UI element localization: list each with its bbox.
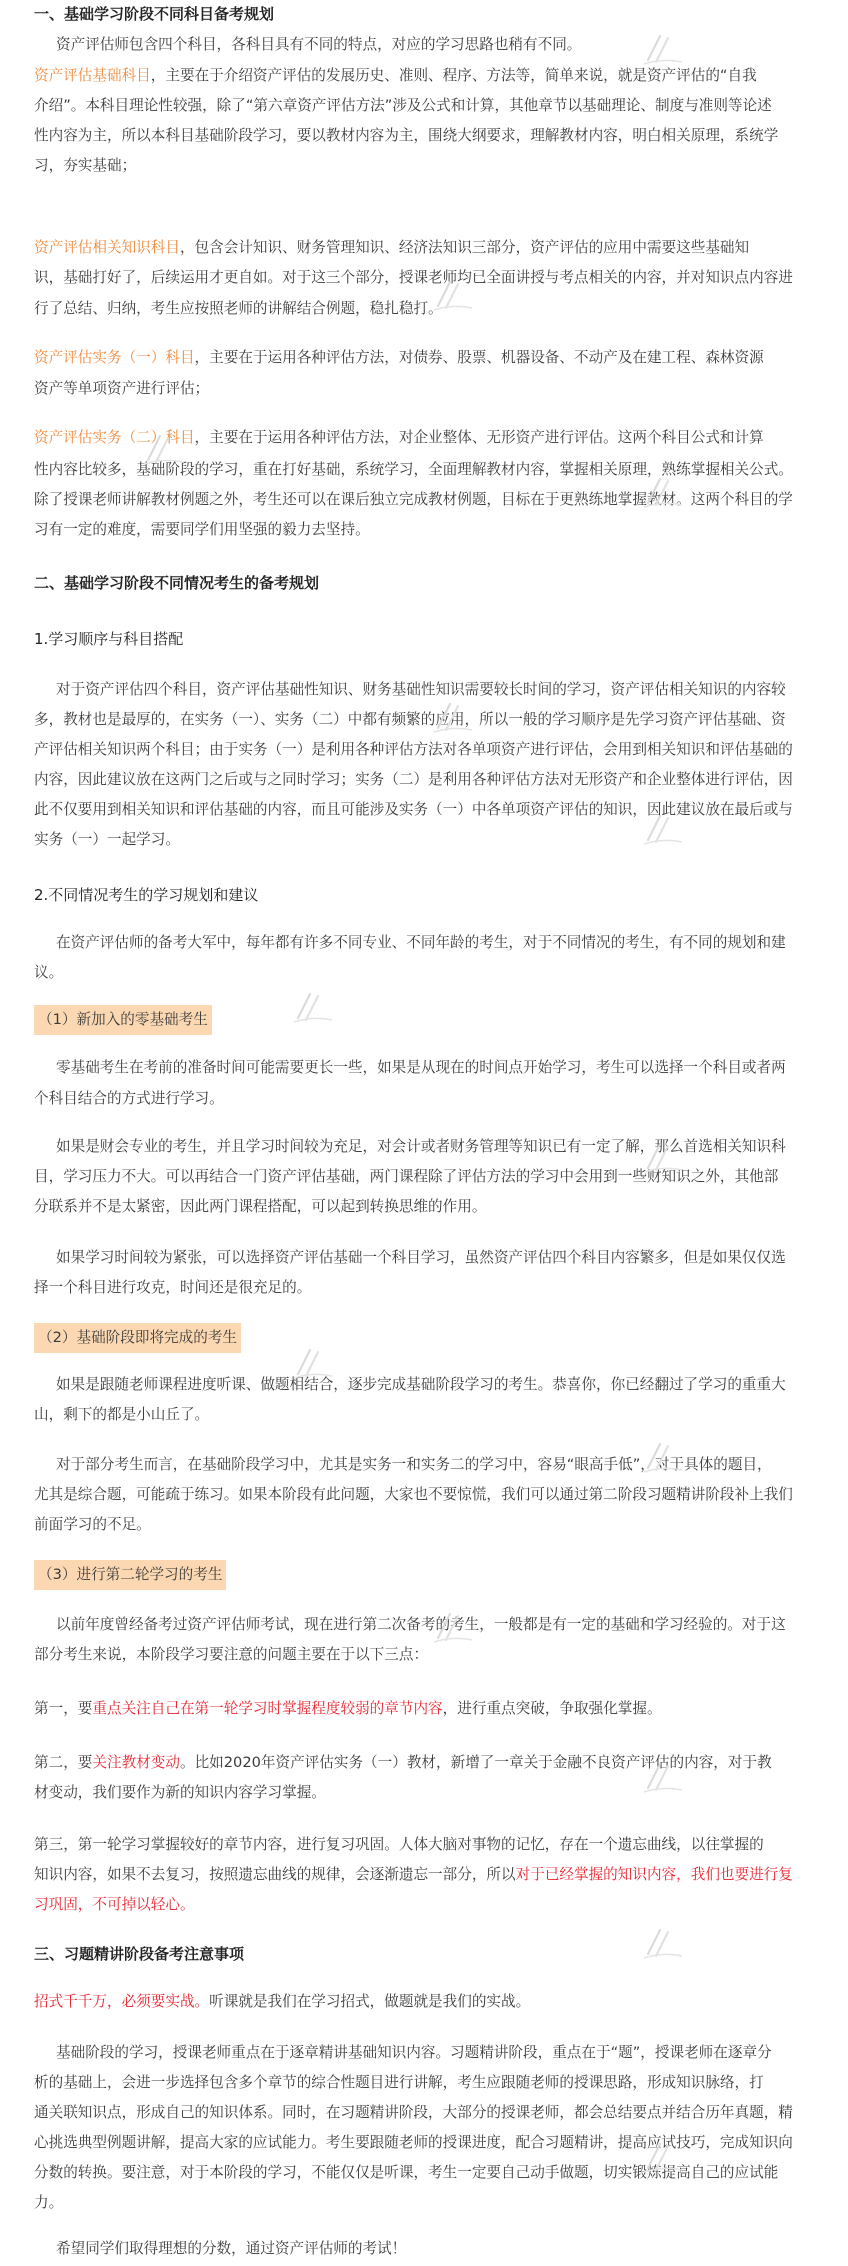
- paragraph-line: [34, 1987, 530, 2017]
- paragraph-line: [34, 1273, 311, 1303]
- paragraph-line: [34, 2068, 764, 2098]
- text-segment: 习有一定的难度，需要同学们用坚强的毅力去坚持。: [34, 521, 370, 538]
- paragraph-line: [34, 1510, 151, 1540]
- paragraph-line: [34, 61, 757, 91]
- paragraph-line: [56, 1370, 786, 1400]
- text-segment: 习，夯实基础；: [34, 157, 137, 174]
- text-segment: 目，学习压力不大。可以再结合一门资产评估基础，两门课程除了评估方法的学习中会用到一些财知识之外，其他部: [34, 1168, 779, 1185]
- subject-name-highlight: 资产评估实务（二）科目: [34, 429, 195, 446]
- subject-name-highlight: 资产评估相关知识科目: [34, 239, 180, 256]
- paragraph-line: [34, 2188, 63, 2218]
- paragraph-line: [34, 263, 793, 293]
- text-segment: 资产等单项资产进行评估；: [34, 380, 210, 397]
- paragraph-line: [56, 1243, 786, 1273]
- text-segment: 议。: [34, 964, 64, 981]
- text-segment: 通关联知识点，形成自己的知识体系。同时，在习题精讲阶段，大部分的授课老师，都会总结要点并结合历年真题，精: [34, 2104, 793, 2121]
- emphasis-text: 对于已经掌握的知识内容，我们也要进行复: [515, 1866, 793, 1883]
- highlight-label-text: （3）进行第二轮学习的考生: [34, 1560, 226, 1590]
- paragraph-line: [56, 675, 786, 705]
- text-segment: 第二，要: [34, 1754, 93, 1771]
- paragraph-line: [56, 1450, 772, 1480]
- subject-name-highlight: 资产评估实务（一）科目: [34, 349, 195, 366]
- text-segment: 析的基础上，会进一步选择包含多个章节的综合性题目进行讲解，考生应跟随老师的授课思路，形成知识脉络，打: [34, 2074, 764, 2091]
- text-segment: 性内容为主，所以本科目基础阶段学习，要以教材内容为主，围绕大纲要求，理解教材内容，明白相关原理，系统学: [34, 127, 779, 144]
- text-segment: 第一，要: [34, 1700, 93, 1717]
- text-segment: 在资产评估师的备考大军中，每年都有许多不同专业、不同年龄的考生，对于不同情况的考生，有不同的规划和建: [56, 934, 786, 951]
- closing-line: [56, 2234, 406, 2264]
- text-segment: ，进行重点突破，争取强化掌握。: [442, 1700, 662, 1717]
- paragraph-line: [34, 515, 370, 545]
- text-segment: 对于资产评估四个科目，资产评估基础性知识、财务基础性知识需要较长时间的学习，资产评估相关知识的内容较: [56, 681, 786, 698]
- text-segment: 如果是财会专业的考生，并且学习时间较为充足，对会计或者财务管理等知识已有一定了解，那么首选相关知识科: [56, 1138, 786, 1155]
- paragraph-line: [34, 374, 209, 404]
- text-segment: 基础阶段的学习，授课老师重点在于逐章精讲基础知识内容。习题精讲阶段，重点在于“题”，授课老师在逐章分: [56, 2044, 772, 2061]
- paragraph-line: [34, 1890, 195, 1920]
- paragraph-line: [34, 705, 786, 735]
- text-segment: 除了授课老师讲解教材例题之外，考生还可以在课后独立完成教材例题，目标在于更熟练地掌握教材。这两个科目的学: [34, 491, 793, 508]
- text-segment: 二、基础学习阶段不同情况考生的备考规划: [34, 574, 320, 592]
- text-segment: 产评估相关知识两个科目；由于实务（一）是利用各种评估方法对各单项资产进行评估，会用到相关知识和评估基础的: [34, 741, 793, 758]
- text-segment: 希望同学们取得理想的分数，通过资产评估师的考试！: [56, 2240, 407, 2257]
- paragraph-line: [34, 1748, 772, 1778]
- paragraph-line: [34, 2158, 778, 2188]
- paragraph-line: [34, 455, 793, 485]
- paragraph-line: [34, 1694, 662, 1724]
- paragraph-line: [34, 795, 793, 825]
- heading-section-3: [34, 1939, 244, 1969]
- text-segment: 识，基础打好了，后续运用才更自如。对于这三个部分，授课老师均已全面讲授与考点相关的内容，并对知识点内容进: [34, 269, 793, 286]
- text-segment: 尤其是综合题，可能疏于练习。如果本阶段有此问题，大家也不要惊慌，我们可以通过第二阶段习题精讲阶段补上我们: [34, 1486, 793, 1503]
- pen-stroke-watermark-icon: [640, 1926, 686, 1960]
- text-segment: 个科目结合的方式进行学习。: [34, 1090, 224, 1107]
- emphasis-text: 招式千千万，必须要实战。: [34, 1993, 210, 2010]
- text-segment: 对于部分考生而言，在基础阶段学习中，尤其是实务一和实务二的学习中，容易“眼高手低”，对于具体的题目，: [56, 1456, 772, 1473]
- paragraph-line: [34, 1084, 224, 1114]
- text-segment: 零基础考生在考前的准备时间可能需要更长一些，如果是从现在的时间点开始学习，考生可以选择一个科目或者两: [56, 1059, 786, 1076]
- highlight-label-text: （2）基础阶段即将完成的考生: [34, 1323, 241, 1353]
- text-segment: 部分考生来说，本阶段学习要注意的问题主要在于以下三点：: [34, 1646, 429, 1663]
- paragraph-line: [34, 2098, 793, 2128]
- text-segment: 三、习题精讲阶段备考注意事项: [34, 1945, 245, 1963]
- text-segment: ，主要在于介绍资产评估的发展历史、准则、程序、方法等，简单来说，就是资产评估的“自我: [150, 67, 757, 84]
- text-segment: 多，教材也是最厚的，在实务（一）、实务（二）中都有频繁的应用，所以一般的学习顺序是先学习资产评估基础、资: [34, 711, 786, 728]
- paragraph-line: [34, 423, 764, 453]
- text-segment: 分数的转换。要注意，对于本阶段的学习，不能仅仅是听课，考生一定要自己动手做题，切实锻炼提高自己的应试能: [34, 2164, 779, 2181]
- heading-section-2: [34, 568, 319, 598]
- text-segment: 内容，因此建议放在这两门之后或与之同时学习；实务（二）是利用各种评估方法对无形资产和企业整体进行评估，因: [34, 771, 793, 788]
- paragraph-line: [34, 1778, 326, 1808]
- paragraph-line: [34, 91, 772, 121]
- text-segment: ，主要在于运用各种评估方法，对企业整体、无形资产进行评估。这两个科目公式和计算: [194, 429, 764, 446]
- highlight-label-zero-basis: [34, 1005, 212, 1035]
- paragraph-line: [34, 765, 793, 795]
- text-segment: 听课就是我们在学习招式，做题就是我们的实战。: [209, 1993, 531, 2010]
- emphasis-text: 关注教材变动: [92, 1754, 180, 1771]
- pen-stroke-watermark-icon: [290, 990, 336, 1024]
- text-segment: 材变动，我们要作为新的知识内容学习掌握。: [34, 1784, 326, 1801]
- paragraph-line: [34, 1192, 486, 1222]
- highlight-label-text: （1）新加入的零基础考生: [34, 1005, 212, 1035]
- paragraph-line: [34, 1640, 428, 1670]
- text-segment: 山，剩下的都是小山丘了。: [34, 1406, 210, 1423]
- paragraph-line: [56, 1610, 786, 1640]
- paragraph-line: [56, 1053, 786, 1083]
- paragraph-line: [34, 151, 136, 181]
- emphasis-text: 习巩固，不可掉以轻心。: [34, 1896, 195, 1913]
- text-segment: 性内容比较多，基础阶段的学习，重在打好基础，系统学习，全面理解教材内容，掌握相关原理，熟练掌握相关公式。: [34, 461, 793, 478]
- text-segment: 2.不同情况考生的学习规划和建议: [34, 886, 259, 904]
- text-segment: 资产评估师包含四个科目，各科目具有不同的特点，对应的学习思路也稍有不同。: [56, 36, 582, 53]
- text-segment: 行了总结、归纳，考生应按照老师的讲解结合例题，稳扎稳打。: [34, 300, 443, 317]
- paragraph-line: [34, 825, 180, 855]
- paragraph-line: [34, 233, 749, 263]
- text-segment: ，主要在于运用各种评估方法，对债券、股票、机器设备、不动产及在建工程、森林资源: [194, 349, 764, 366]
- paragraph-line: [34, 343, 764, 373]
- highlight-label-basic-stage: [34, 1323, 241, 1353]
- text-segment: 。比如2020年资产评估实务（一）教材，新增了一章关于金融不良资产评估的内容，对于教: [179, 1754, 772, 1771]
- paragraph-line: [56, 30, 581, 60]
- text-segment: 择一个科目进行攻克，时间还是很充足的。: [34, 1279, 312, 1296]
- text-segment: 如果是跟随老师课程进度听课、做题相结合，逐步完成基础阶段学习的考生。恭喜你，你已经翻过了学习的重重大: [56, 1376, 786, 1393]
- emphasis-text: 重点关注自己在第一轮学习时掌握程度较弱的章节内容: [92, 1700, 443, 1717]
- text-segment: 分联系并不是太紧密，因此两门课程搭配，可以起到转换思维的作用。: [34, 1198, 487, 1215]
- subheading-study-order: [34, 624, 183, 654]
- paragraph-line: [34, 294, 443, 324]
- paragraph-line: [34, 1400, 209, 1430]
- subject-name-highlight: 资产评估基础科目: [34, 67, 151, 84]
- paragraph-line: [34, 121, 778, 151]
- text-segment: 前面学习的不足。: [34, 1516, 151, 1533]
- text-segment: ，包含会计知识、财务管理知识、经济法知识三部分，资产评估的应用中需要这些基础知: [179, 239, 750, 256]
- paragraph-line: [56, 928, 786, 958]
- text-segment: 1.学习顺序与科目搭配: [34, 630, 184, 648]
- text-segment: 力。: [34, 2194, 64, 2211]
- text-segment: 一、基础学习阶段不同科目备考规划: [34, 5, 275, 23]
- subheading-study-plan: [34, 880, 258, 910]
- paragraph-line: [34, 1162, 778, 1192]
- paragraph-line: [34, 958, 63, 988]
- paragraph-line: [34, 1860, 793, 1890]
- text-segment: 心挑选典型例题讲解，提高大家的应试能力。考生要跟随老师的授课进度，配合习题精讲，提高应试技巧，完成知识向: [34, 2134, 793, 2151]
- text-segment: 第三，第一轮学习掌握较好的章节内容，进行复习巩固。人体大脑对事物的记忆，存在一个遗忘曲线，以往掌握的: [34, 1836, 764, 1853]
- text-segment: 知识内容，如果不去复习，按照遗忘曲线的规律，会逐渐遗忘一部分，所以: [34, 1866, 516, 1883]
- paragraph-line: [56, 2038, 772, 2068]
- text-segment: 此不仅要用到相关知识和评估基础的内容，而且可能涉及实务（一）中各单项资产评估的知识，因此建议放在最后或与: [34, 801, 793, 818]
- paragraph-line: [34, 2128, 793, 2158]
- paragraph-line: [56, 1132, 786, 1162]
- text-segment: 如果学习时间较为紧张，可以选择资产评估基础一个科目学习，虽然资产评估四个科目内容繁多，但是如果仅仅选: [56, 1249, 786, 1266]
- text-segment: 介绍”。本科目理论性较强，除了“第六章资产评估方法”涉及公式和计算，其他章节以基础理论、制度与准则等论述: [34, 97, 772, 114]
- heading-section-1: [34, 0, 274, 29]
- highlight-label-second-round: [34, 1560, 226, 1590]
- paragraph-line: [34, 485, 793, 515]
- paragraph-line: [34, 1480, 793, 1510]
- paragraph-line: [34, 1830, 764, 1860]
- text-segment: 以前年度曾经备考过资产评估师考试，现在进行第二次备考的考生，一般都是有一定的基础和学习经验的。对于这: [56, 1616, 786, 1633]
- paragraph-line: [34, 735, 793, 765]
- text-segment: 实务（一）一起学习。: [34, 831, 180, 848]
